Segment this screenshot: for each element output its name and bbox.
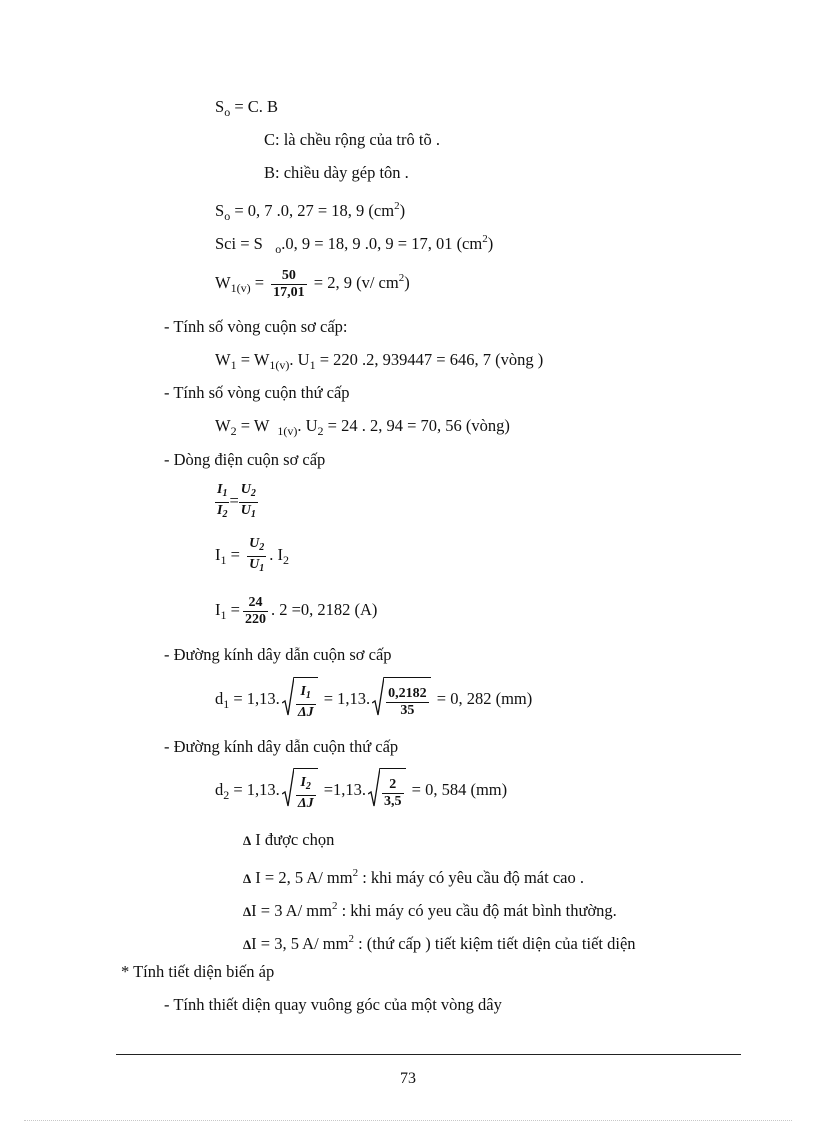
i1-value: $I_1$ = $\frac{24}{220}$ . 2 =0, 2182 (A) bbox=[215, 594, 378, 627]
w1-formula: $W_1 = W_{1(v)}$. $U_1 = 220$ .2, 939447 = 646, 7 (vòng ) bbox=[215, 350, 544, 372]
page-bottom-border bbox=[24, 1120, 792, 1121]
delta-j-saving: ΔI = 3, 5 A/ $mm^2$ : (thứ cấp ) tiết kiệm tiết diện của tiết diện bbox=[243, 933, 636, 953]
delta-icon: Δ bbox=[243, 833, 252, 848]
c-definition: C: là chều rộng của trô tõ . bbox=[264, 130, 440, 149]
sci-calculation: Sci = S $_o$.0, 9 = 18, 9 .0, 9 = 17, 01 $(cm^2)$ bbox=[215, 233, 494, 256]
w1v-formula: $W_{1(v)}$ = $\frac{50}{17,01}$ = 2, 9 (v/ $cm^2$) bbox=[215, 267, 410, 300]
delta-icon: Δ bbox=[243, 904, 252, 919]
heading-so-cap-turns: - Tính số vòng cuộn sơ cấp: bbox=[164, 317, 348, 336]
so-definition: $S_o = C$. B bbox=[215, 97, 279, 119]
heading-thu-cap-turns: - Tính số vòng cuộn thứ cấp bbox=[164, 383, 350, 402]
heading-diameter-thu-cap: - Đường kính dây dẫn cuộn thứ cấp bbox=[164, 737, 399, 756]
delta-j-chosen: Δ I được chọn bbox=[243, 830, 335, 849]
page-number: 73 bbox=[400, 1070, 416, 1087]
heading-diameter-so-cap: - Đường kính dây dẫn cuộn sơ cấp bbox=[164, 645, 392, 664]
delta-icon: Δ bbox=[243, 937, 252, 952]
delta-j-normal-cooling: ΔI = 3 A/ $mm^2$ : khi máy có yeu cầu độ mát bình thường. bbox=[243, 900, 617, 920]
w2-formula: $W_2 = W$ $_{1(v)}$. $U_2 = 24$ . 2, 94 = 70, 56 (vòng) bbox=[215, 416, 510, 438]
d1-formula: $d_1 = 1,13$. $\frac{I_1}{\Delta J}$ = 1,13. $\frac{0,2182}{35}$ = 0, 282 (mm) bbox=[215, 677, 532, 726]
w1v-fraction: $\frac{50}{17,01}$ bbox=[273, 267, 305, 300]
footer-rule bbox=[116, 1054, 741, 1055]
delta-icon: Δ bbox=[243, 871, 252, 886]
d2-formula: $d_2 = 1,13$. $\frac{I_2}{\Delta J}$ =1,13. $\frac{2}{3,5}$ = 0, 584 (mm) bbox=[215, 768, 507, 817]
heading-current: - Dòng điện cuộn sơ cấp bbox=[164, 450, 326, 469]
heading-turn-section: - Tính thiết diện quay vuông góc của một vòng dây bbox=[164, 995, 502, 1014]
i1-formula: $I_1$ = $\frac{U_2}{U_1}$ . $I_2$ bbox=[215, 535, 289, 574]
delta-j-high-cooling: Δ I = 2, 5 A/ $mm^2$ : khi máy có yêu cầu độ mát cao . bbox=[243, 867, 584, 887]
current-ratio: $\frac{I_1}{I_2}$ = $\frac{U_2}{U_1}$ bbox=[217, 481, 256, 520]
so-calculation: $S_o = 0$, 7 .0, 27 = 18, 9 $(cm^2)$ bbox=[215, 200, 406, 223]
heading-core-section: * Tính tiết diện biến áp bbox=[121, 962, 275, 981]
b-definition: B: chiều dày gép tôn . bbox=[264, 163, 409, 182]
